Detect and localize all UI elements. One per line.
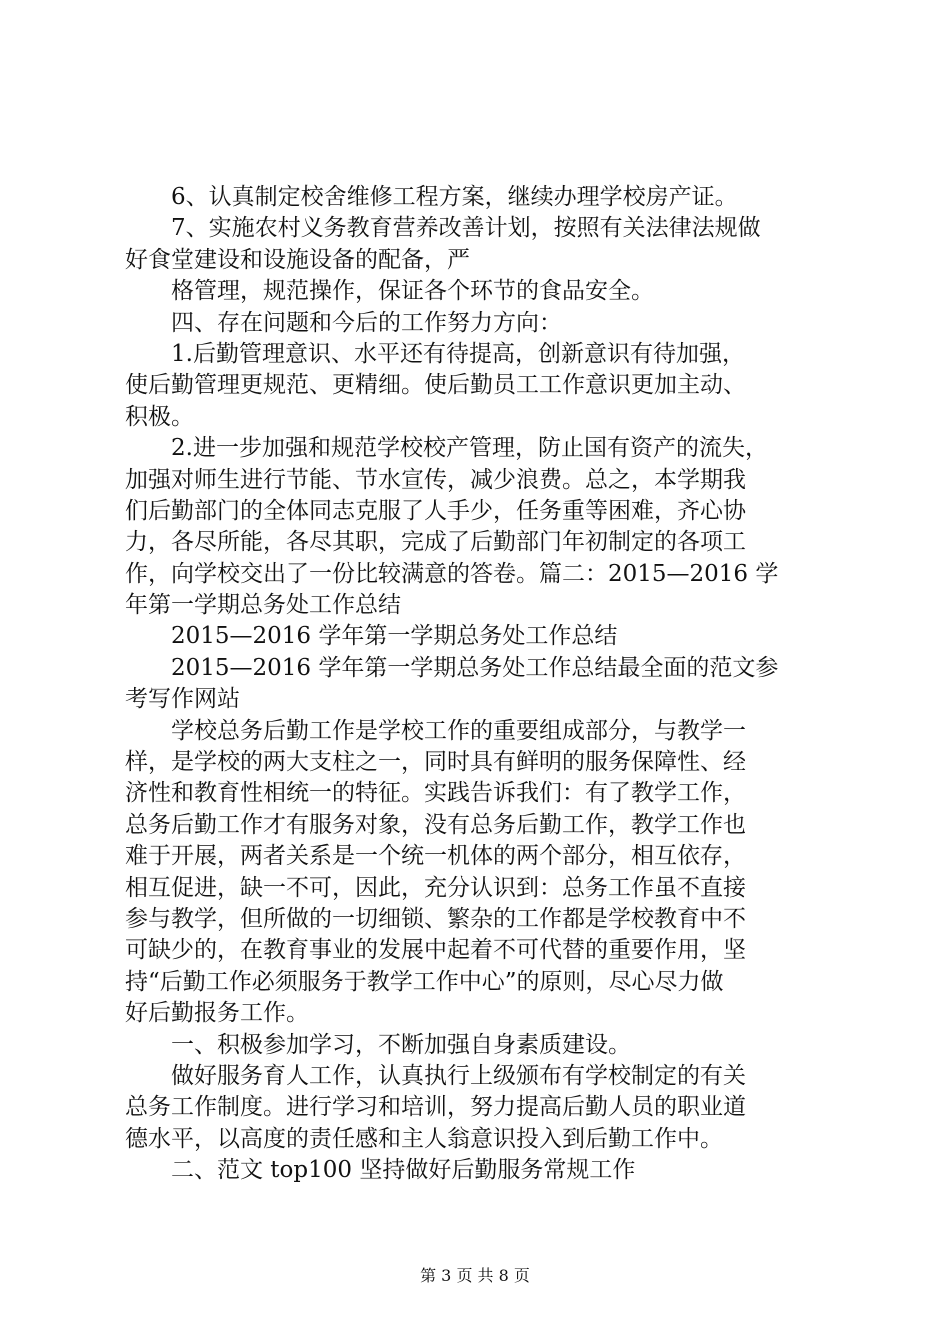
page-number-footer: 第 3 页 共 8 页 [420,1266,530,1285]
text-line: 济性和教育性相统一的特征。实践告诉我们：有了教学工作， [125,780,746,807]
text-line: 做好服务育人工作，认真执行上级颁布有学校制定的有关 [125,1062,746,1089]
text-line: 年第一学期总务处工作总结 [125,592,401,619]
text-line: 德水平，以高度的责任感和主人翁意识投入到后勤工作中。 [125,1125,723,1152]
text-line: 相互促进，缺一不可，因此，充分认识到：总务工作虽不直接 [125,874,746,901]
text-line: 二、范文 top100 坚持做好后勤服务常规工作 [125,1157,636,1184]
text-line: 2015—2016 学年第一学期总务处工作总结最全面的范文参 [125,654,779,681]
document-body [125,182,837,1187]
text-line: 样，是学校的两大支柱之一，同时具有鲜明的服务保障性、经 [125,749,746,776]
text-line: 难于开展，两者关系是一个统一机体的两个部分，相互依存， [125,843,746,870]
text-line: 格管理，规范操作，保证各个环节的食品安全。 [125,278,654,305]
text-line: 四、存在问题和今后的工作努力方向： [125,309,562,336]
text-line: 加强对师生进行节能、节水宣传，减少浪费。总之，本学期我 [125,466,746,493]
text-line: 好后勤报务工作。 [125,1000,309,1027]
text-line: 总务工作制度。进行学习和培训，努力提高后勤人员的职业道 [125,1094,746,1121]
text-line: 好食堂建设和设施设备的配备，严 [125,246,470,273]
text-line: 持“后勤工作必须服务于教学工作中心”的原则，尽心尽力做 [125,968,724,995]
text-line: 们后勤部门的全体同志克服了人手少，任务重等困难，齐心协 [125,497,746,524]
text-line: 可缺少的，在教育事业的发展中起着不可代替的重要作用，坚 [125,937,746,964]
text-line: 2.进一步加强和规范学校校产管理，防止国有资产的流失， [125,435,768,462]
text-line: 学校总务后勤工作是学校工作的重要组成部分，与教学一 [125,717,746,744]
text-line: 1.后勤管理意识、水平还有待提高，创新意识有待加强， [125,340,745,367]
text-line: 参与教学，但所做的一切细锁、繁杂的工作都是学校教育中不 [125,905,746,932]
text-line: 使后勤管理更规范、更精细。使后勤员工工作意识更加主动、 [125,372,746,399]
text-line: 7、实施农村义务教育营养改善计划，按照有关法律法规做 [125,215,761,242]
text-line: 考写作网站 [125,686,240,713]
text-line: 6、认真制定校舍维修工程方案，继续办理学校房产证。 [125,184,738,210]
text-line: 作，向学校交出了一份比较满意的答卷。篇二：2015—2016 学 [125,560,779,587]
text-line: 力，各尽所能，各尽其职，完成了后勤部门年初制定的各项工 [125,529,746,556]
text-line: 一、积极参加学习，不断加强自身素质建设。 [125,1031,631,1058]
text-line: 积极。 [125,403,194,430]
text-line: 总务后勤工作才有服务对象，没有总务后勤工作，教学工作也 [125,811,746,838]
text-line: 2015—2016 学年第一学期总务处工作总结 [125,623,618,650]
